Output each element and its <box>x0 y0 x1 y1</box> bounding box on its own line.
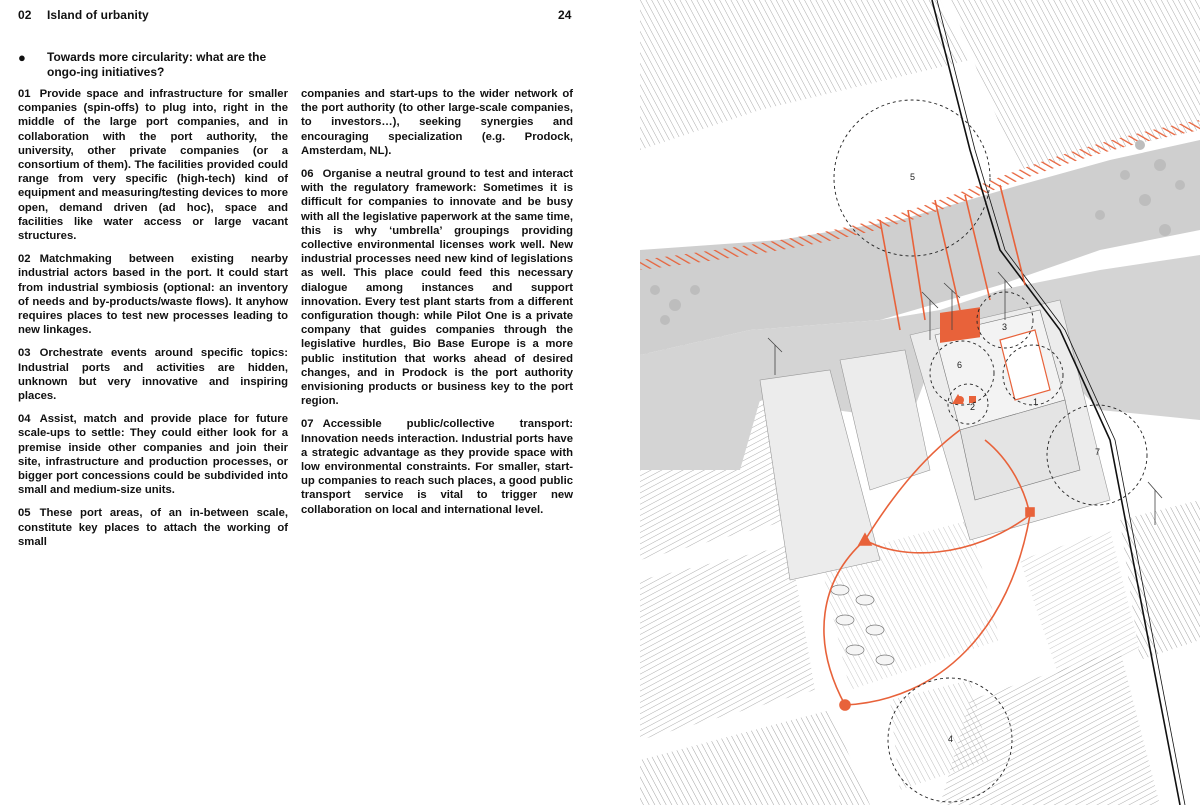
paragraph-text: These port areas, of an in-between scale, constitute key places to attach the working of small <box>18 507 288 548</box>
paragraph-number: 05 <box>18 507 31 520</box>
paragraph-text: Matchmaking between existing nearby industrial actors based in the port. It could start from industrial symbiosis (optional: an inventory of needs and by-products/waste flows). It anyhow requires places to test new processes leading to new linkages. <box>18 253 288 337</box>
paragraph <box>18 252 288 337</box>
paragraph-text: Assist, match and provide place for future scale-ups to settle: They could either look for a premise inside other companies and join their site, infrastructure and production processes, or bigger port concessions could be subdivided into small and medium-size units. <box>18 413 288 497</box>
paragraph-text: Orchestrate events around specific topics: Industrial ports and activities are hidden, unknown but very innovative and inspiring places. <box>18 347 288 403</box>
text-column-left <box>18 87 288 558</box>
bullet-icon: ● <box>18 50 26 65</box>
bullet-heading <box>18 50 286 80</box>
map-drawing <box>640 0 1200 805</box>
label-2: 2 <box>970 402 976 412</box>
paragraph-text: Accessible public/collective transport: Innovation needs interaction. Industrial ports have a strategic advantage as they provide space with low environmental constraints. For smaller, start-up companies to reach such places, a good public transport service is vital to trigger new collaboration on local and international level. <box>301 418 573 516</box>
paragraph <box>18 412 288 497</box>
paragraph <box>18 506 288 549</box>
section-number: 02 <box>18 8 32 22</box>
paragraph-number: 04 <box>18 413 31 426</box>
paragraph-number: 07 <box>301 418 314 431</box>
label-3: 3 <box>1002 322 1008 332</box>
paragraph <box>18 87 288 243</box>
bullet-text: Towards more circularity: what are the ongo-ing initiatives? <box>47 50 267 79</box>
paragraph-number: 02 <box>18 253 31 266</box>
paragraph <box>301 167 573 408</box>
paragraph <box>301 87 573 158</box>
label-7: 7 <box>1095 447 1101 457</box>
waterway <box>640 140 1200 470</box>
paragraph-number: 03 <box>18 347 31 360</box>
label-4: 4 <box>948 734 954 744</box>
paragraph-number: 01 <box>18 88 31 100</box>
axonometric-map <box>640 0 1200 805</box>
label-5: 5 <box>910 172 916 182</box>
section-title: Island of urbanity <box>47 8 149 22</box>
paragraph <box>18 346 288 403</box>
building-6 <box>940 307 980 343</box>
label-6: 6 <box>957 360 963 370</box>
paragraph <box>301 417 573 516</box>
text-column-right <box>301 87 573 526</box>
paragraph-text: Provide space and infrastructure for smaller companies (spin-offs) to plug into, right in the middle of the large port companies, and in collaboration with the port authority, the university, other private companies (or a consortium of them). The facilities provided could range from very specific (high-tech) kind of equipment and measuring/testing devices to more open, demand driven (ad hoc), space and facilities like water access or large vacant structures. <box>18 88 288 243</box>
paragraph-text: companies and start-ups to the wider network of the port authority (to other large-scale companies, to investors…), seeking synergies and encouraging specialization (e.g. Prodock, Amsterdam, NL). <box>301 88 573 157</box>
page-number: 24 <box>558 8 572 22</box>
paragraph-text: Organise a neutral ground to test and interact with the regulatory framework: Sometimes it is difficult for companies to innovate and be busy with all the legislative paperwork at the same time, this is why ‘umbrella’ groupings providing collective environmental licenses work well. New industrial processes need new kind of legislations as well. This place could feed this necessary dialogue among instances and support innovation. Every test plant starts from a different configuration though: while Pilot One is a private company that guides companies through the legislative hurdles, Bio Base Europe is a more public institution that works ahead of desired changes, and in Prodock is the port authority envisioning products or business key to the port region. <box>301 168 573 408</box>
paragraph-number: 06 <box>301 168 314 181</box>
label-1: 1 <box>1033 397 1039 407</box>
